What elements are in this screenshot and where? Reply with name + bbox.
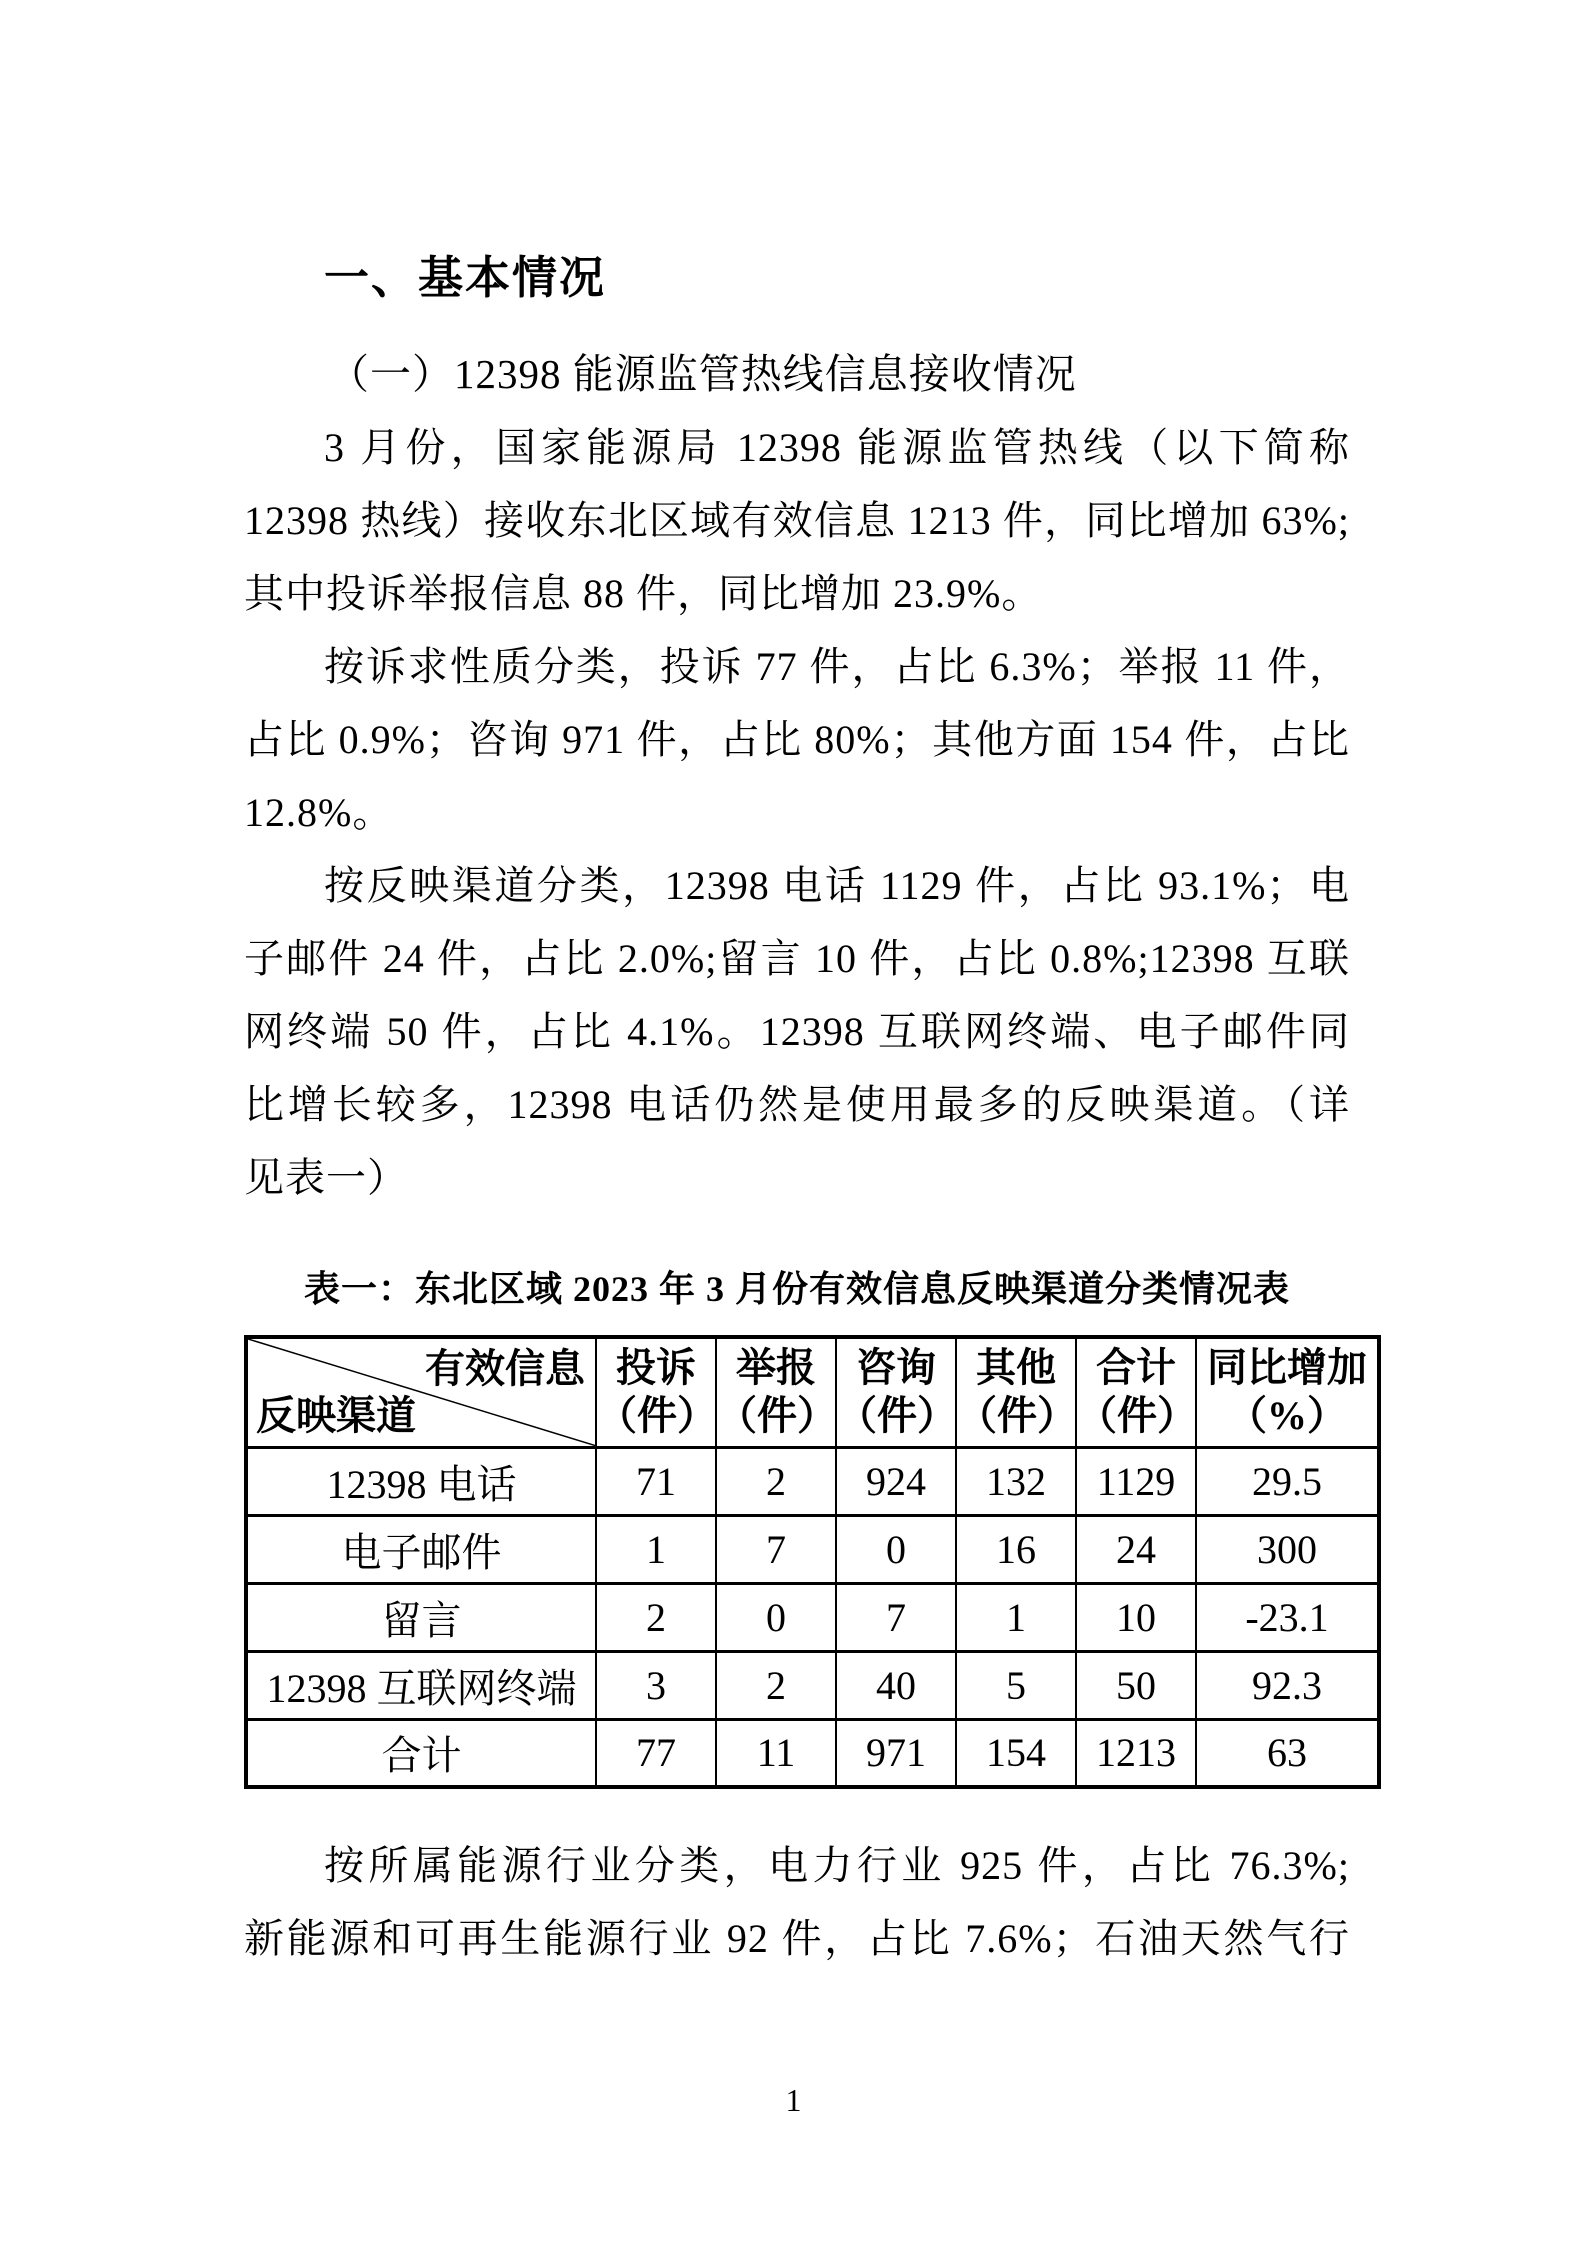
paragraph-line: 网终端 50 件，占比 4.1%。12398 互联网终端、电子邮件同 <box>244 1009 1350 1054</box>
subsection-heading: （一）12398 能源监管热线信息接收情况 <box>328 351 1077 397</box>
paragraph-line: 按诉求性质分类，投诉 77 件，占比 6.3%；举报 11 件， <box>324 644 1350 689</box>
page-number: 1 <box>785 2082 802 2118</box>
corner-label-valid-info: 有效信息 <box>425 1346 585 1391</box>
table-cell: 3 <box>596 1651 716 1719</box>
table-header-line: 咨询 <box>856 1345 936 1391</box>
table-row <box>246 1515 1379 1583</box>
paragraph <box>244 1829 1350 1975</box>
table-header-line: 举报 <box>736 1345 816 1391</box>
table-row-label: 留言 <box>246 1583 596 1651</box>
table-cell: 11 <box>716 1719 836 1787</box>
table-cell: 7 <box>716 1515 836 1583</box>
channel-classification-table <box>244 1335 1381 1789</box>
paragraph-line: 占比 0.9%；咨询 971 件，占比 80%；其他方面 154 件，占比 <box>244 717 1350 762</box>
table-cell: 1 <box>596 1515 716 1583</box>
table-cell: 1 <box>956 1583 1076 1651</box>
table-cell: 154 <box>956 1719 1076 1787</box>
paragraph-line: 按所属能源行业分类，电力行业 925 件，占比 76.3%; <box>324 1843 1350 1888</box>
table-header-line: （件） <box>717 1393 837 1439</box>
table-header-line: （件） <box>957 1393 1077 1439</box>
table-cell: 132 <box>956 1447 1076 1515</box>
table-cell: 29.5 <box>1196 1447 1379 1515</box>
paragraph-line: 其中投诉举报信息 88 件，同比增加 23.9%。 <box>244 571 1043 616</box>
paragraph <box>244 849 1350 1214</box>
table-cell: 0 <box>716 1583 836 1651</box>
table-header-cell <box>956 1337 1076 1447</box>
table-row <box>246 1651 1379 1719</box>
table-header-line: （件） <box>837 1393 957 1439</box>
paragraph-line: 子邮件 24 件，占比 2.0%;留言 10 件，占比 0.8%;12398 互联 <box>244 936 1350 981</box>
table-header-line: 其他 <box>976 1345 1056 1391</box>
paragraph-line: 比增长较多，12398 电话仍然是使用最多的反映渠道。（详 <box>244 1082 1350 1127</box>
table-cell: 2 <box>596 1583 716 1651</box>
table-cell: 0 <box>836 1515 956 1583</box>
table-header-line: （件） <box>597 1393 717 1439</box>
table-header-cell <box>836 1337 956 1447</box>
table-cell: -23.1 <box>1196 1583 1379 1651</box>
table-cell: 2 <box>716 1447 836 1515</box>
section-heading: 一、基本情况 <box>324 252 607 303</box>
table-row <box>246 1719 1379 1787</box>
table-cell: 77 <box>596 1719 716 1787</box>
table-cell: 300 <box>1196 1515 1379 1583</box>
table-header-line: （%） <box>1227 1393 1347 1439</box>
table-cell: 7 <box>836 1583 956 1651</box>
table-header-row <box>246 1337 1379 1447</box>
table-cell: 2 <box>716 1651 836 1719</box>
table-cell: 16 <box>956 1515 1076 1583</box>
table-cell: 24 <box>1076 1515 1196 1583</box>
diagonal-header-cell <box>246 1337 596 1447</box>
table-cell: 5 <box>956 1651 1076 1719</box>
paragraph-line: 3 月份，国家能源局 12398 能源监管热线（以下简称 <box>324 425 1350 470</box>
table-header-line: 合计 <box>1096 1345 1176 1391</box>
body-text-block-after-table <box>244 1829 1350 1975</box>
table-cell: 1129 <box>1076 1447 1196 1515</box>
table-header-cell <box>1076 1337 1196 1447</box>
table-header-cell <box>1196 1337 1379 1447</box>
table-cell: 10 <box>1076 1583 1196 1651</box>
table-cell: 1213 <box>1076 1719 1196 1787</box>
paragraph-line: 12398 热线）接收东北区域有效信息 1213 件，同比增加 63%; <box>244 498 1350 543</box>
table-header-cell <box>596 1337 716 1447</box>
table-cell: 924 <box>836 1447 956 1515</box>
paragraph-line: 12.8%。 <box>244 790 394 835</box>
table-cell: 971 <box>836 1719 956 1787</box>
table-cell: 50 <box>1076 1651 1196 1719</box>
table-cell: 40 <box>836 1651 956 1719</box>
table-row <box>246 1583 1379 1651</box>
paragraph-line: 按反映渠道分类，12398 电话 1129 件，占比 93.1%；电 <box>324 863 1350 908</box>
table-header-cell <box>716 1337 836 1447</box>
table-cell: 63 <box>1196 1719 1379 1787</box>
paragraph <box>244 411 1350 630</box>
table-row <box>246 1447 1379 1515</box>
table-row-label: 合计 <box>246 1719 596 1787</box>
table-row-label: 12398 互联网终端 <box>246 1651 596 1719</box>
table-header-line: （件） <box>1077 1393 1197 1439</box>
table-header-line: 投诉 <box>616 1345 696 1391</box>
paragraph-line: 新能源和可再生能源行业 92 件，占比 7.6%；石油天然气行 <box>244 1916 1350 1961</box>
paragraph-line: 见表一） <box>244 1155 408 1200</box>
table-header-line: 同比增加 <box>1207 1345 1367 1391</box>
table-caption: 表一：东北区域 2023 年 3 月份有效信息反映渠道分类情况表 <box>303 1269 1290 1309</box>
table-cell: 71 <box>596 1447 716 1515</box>
corner-label-channel: 反映渠道 <box>256 1392 416 1438</box>
table-cell: 92.3 <box>1196 1651 1379 1719</box>
table-row-label: 电子邮件 <box>246 1515 596 1583</box>
table-row-label: 12398 电话 <box>246 1447 596 1515</box>
body-text-block <box>244 411 1350 1214</box>
paragraph <box>244 630 1350 849</box>
